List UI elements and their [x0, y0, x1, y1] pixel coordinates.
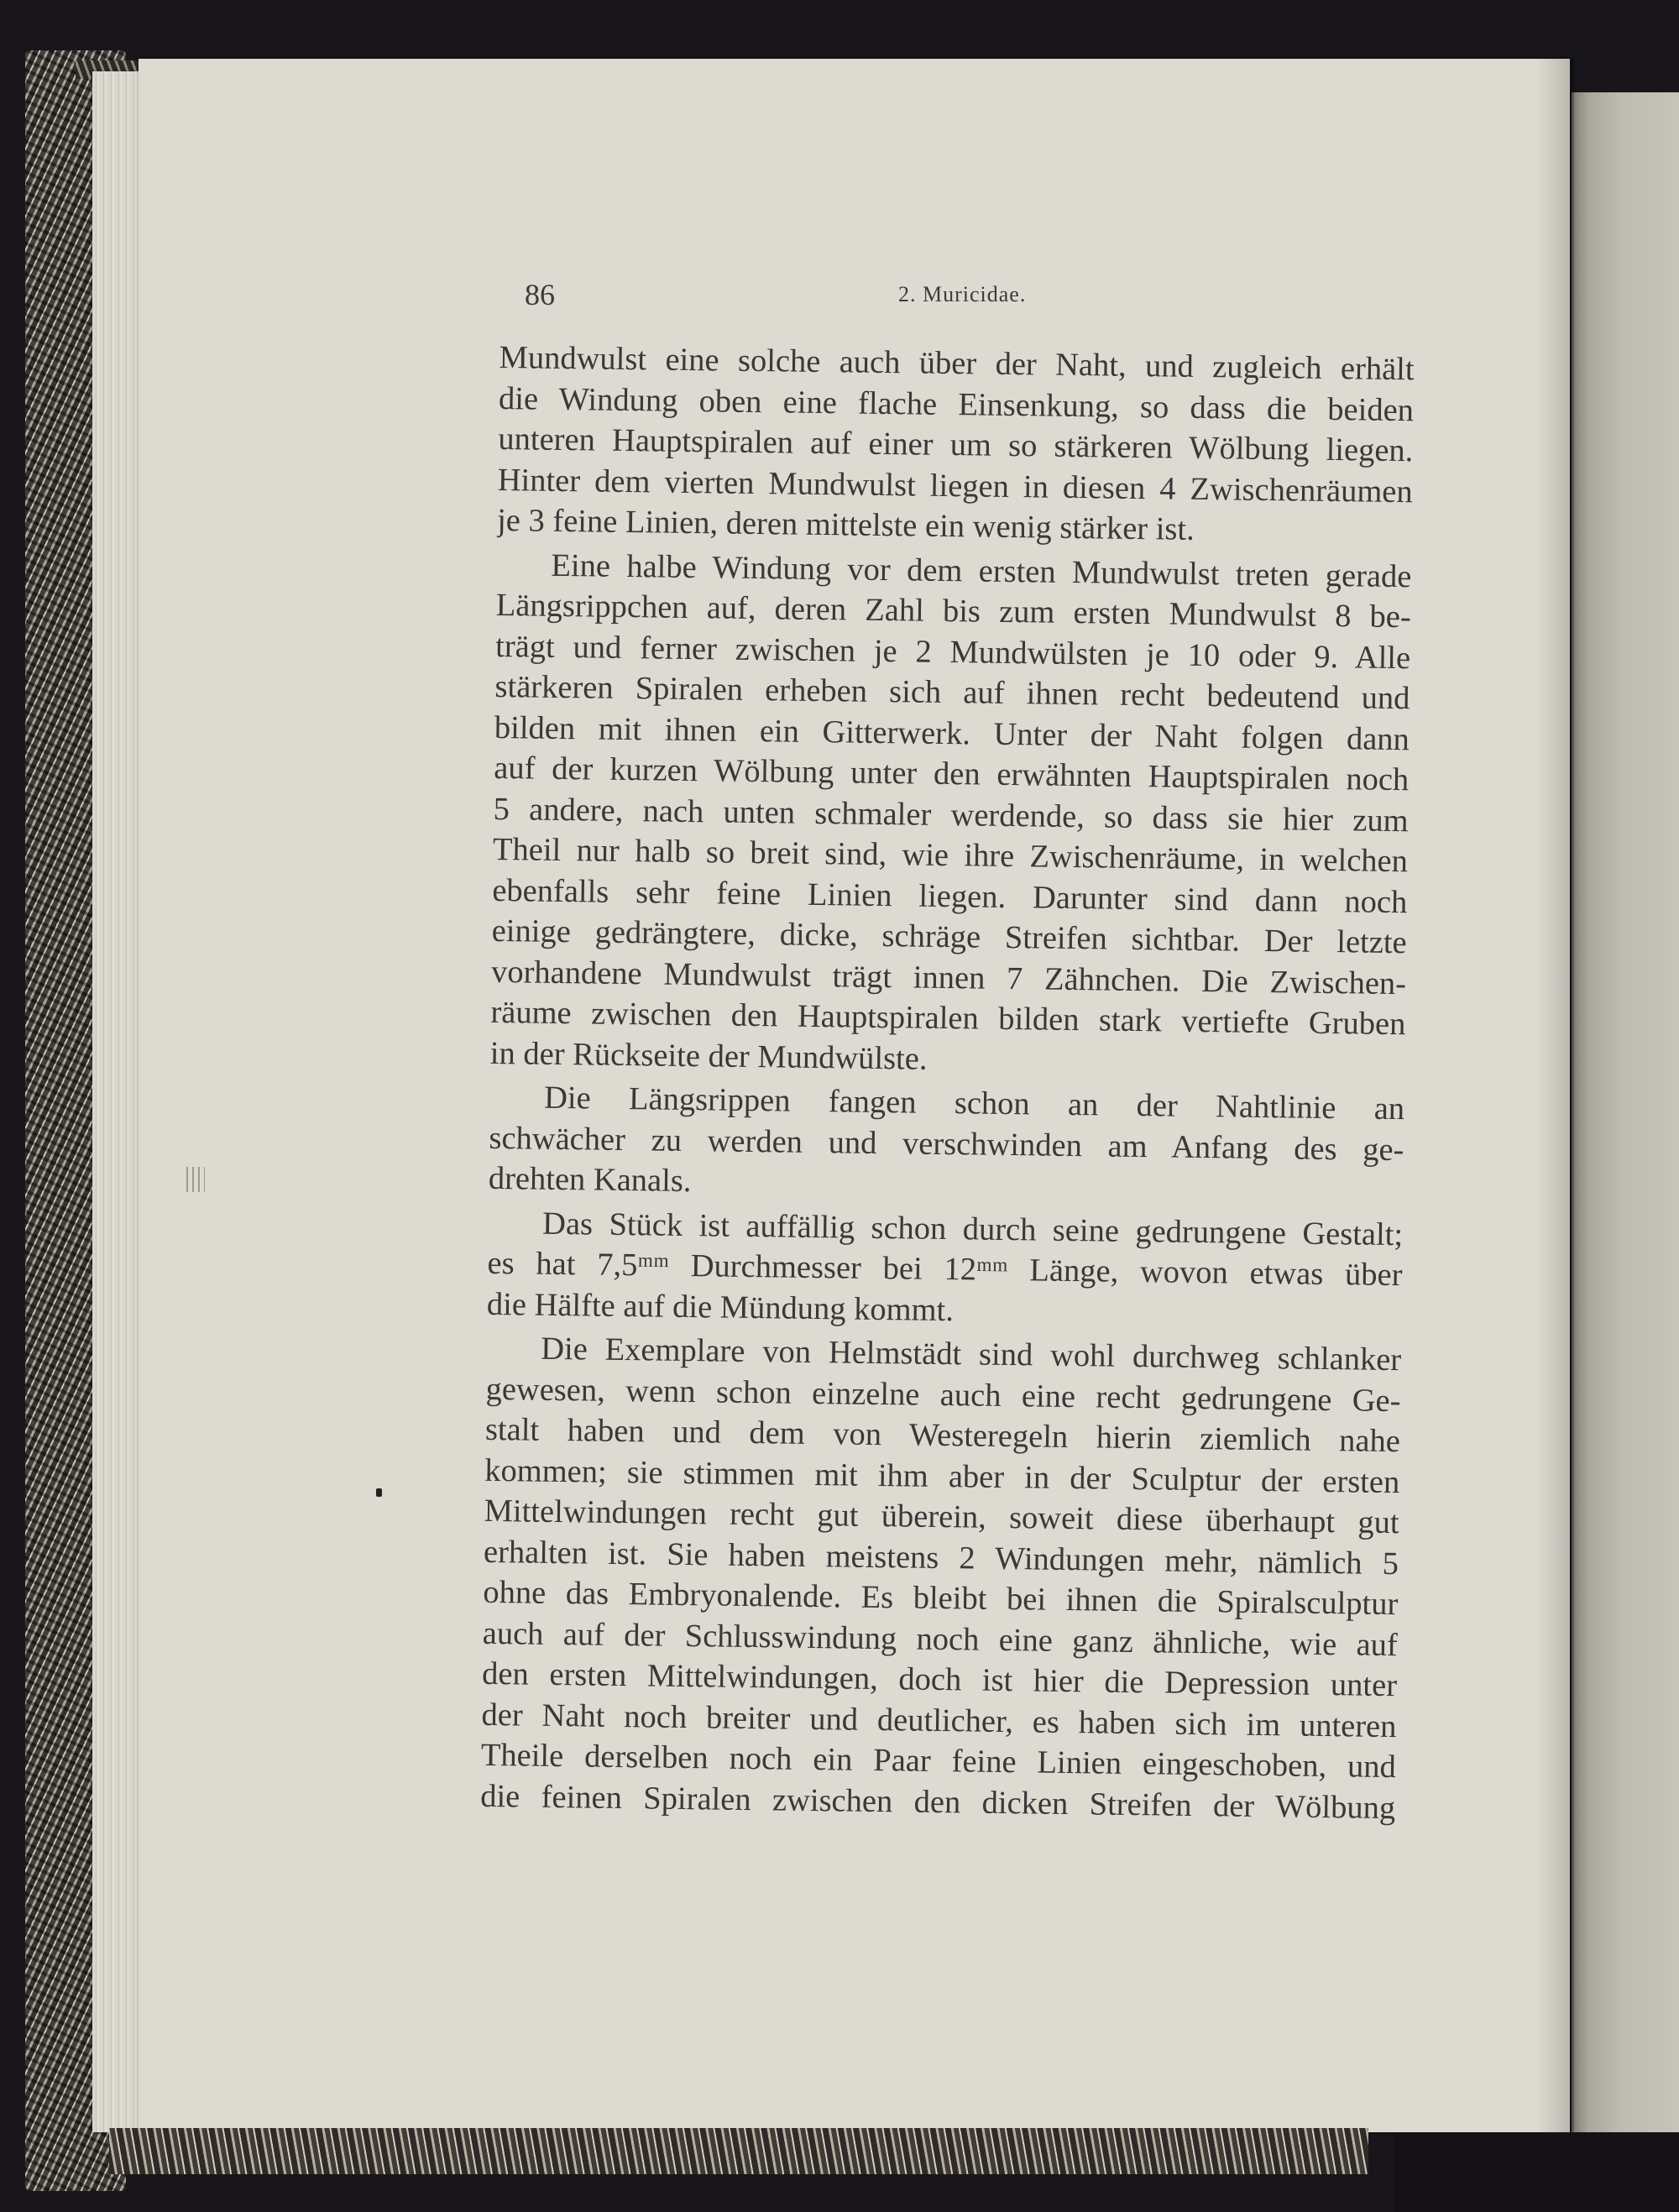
text-line: Längsrippchen auf, deren Zahl bis zum ersten Mundwulst 8 be- — [495, 587, 1412, 635]
text-line: Das Stück ist auffällig schon durch seine gedrungene Gestalt; — [541, 1205, 1404, 1252]
text-line: erhalten ist. Sie haben meistens 2 Windungen mehr, nämlich 5 — [483, 1534, 1399, 1582]
text-line: gewesen, wenn schon einzelne auch eine recht gedrungene Ge- — [485, 1371, 1401, 1419]
text-line: räume zwischen den Hauptspiralen bilden stark vertiefte Gruben — [490, 994, 1406, 1043]
body-text — [480, 337, 1415, 1843]
page-edge-marks — [186, 1167, 205, 1192]
stray-ink-mark — [376, 1488, 382, 1497]
text-line: kommen; sie stimmen mit ihm aber in der Sculptur der ersten — [484, 1452, 1400, 1500]
text-line: es hat 7,5ᵐᵐ Durchmesser bei 12ᵐᵐ Länge, wovon etwas über — [487, 1245, 1403, 1294]
text-line: in der Rückseite der Mundwülste. — [489, 1035, 928, 1077]
text-line: 5 andere, nach unten schmaler werdende, so dass sie hier zum — [493, 791, 1409, 839]
text-line: die Hälfte auf die Mündung kommt. — [486, 1286, 955, 1328]
text-line: ebenfalls sehr feine Linien liegen. Darunter sind dann noch — [492, 872, 1408, 920]
text-line: Die Exemplare von Helmstädt sind wohl durchweg schlanker — [540, 1331, 1402, 1378]
text-line: stalt haben und dem von Westeregeln hierin ziemlich nahe — [484, 1411, 1401, 1460]
text-line: stärkeren Spiralen erheben sich auf ihnen recht bedeutend und — [494, 668, 1410, 717]
text-line: Die Längsrippen fangen schon an der Nahtlinie an — [543, 1080, 1405, 1127]
text-line: vorhandene Mundwulst trägt innen 7 Zähnchen. Die Zwischen- — [490, 954, 1407, 1001]
text-line: je 3 feine Linien, deren mittelste ein wenig stärker ist. — [496, 502, 1195, 547]
page-header — [525, 277, 1482, 319]
text-line: Eine halbe Windung vor dem ersten Mundwulst treten gerade — [551, 547, 1412, 594]
text-line: schwächer zu werden und verschwinden am Anfang des ge- — [489, 1120, 1404, 1168]
gutter-shadow — [1536, 59, 1574, 2132]
text-line: die feinen Spiralen zwischen den dicken Streifen der Wölbung — [479, 1778, 1396, 1826]
text-line: den ersten Mittelwindungen, doch ist hier die Depression unter — [481, 1655, 1398, 1704]
facing-page — [1572, 92, 1679, 2149]
text-line: auch auf der Schlusswindung noch eine ganz ähnliche, wie auf — [482, 1615, 1398, 1663]
text-line: Theil nur halb so breit sind, wie ihre Zwischenräume, in welchen — [492, 831, 1409, 880]
text-line: drehten Kanals. — [488, 1160, 692, 1200]
text-line: Hinter dem vierten Mundwulst liegen in diesen 4 Zwischenräumen — [497, 462, 1413, 510]
text-line: einige gedrängtere, dicke, schräge Streifen sichtbar. Der letzte — [491, 913, 1407, 961]
text-line: Theile derselben noch ein Paar feine Linien eingeschoben, und — [480, 1737, 1397, 1786]
text-line: bilden mit ihnen ein Gitterwerk. Unter der Naht folgen dann — [494, 709, 1410, 757]
running-head: 2. Muricidae. — [898, 282, 1027, 306]
text-line: ohne das Embryonalende. Es bleibt bei ihnen die Spiralsculptur — [483, 1574, 1399, 1623]
marbled-edge-bottom — [109, 2128, 1368, 2174]
page-number: 86 — [525, 278, 555, 311]
text-line: auf der kurzen Wölbung unter den erwähnten Hauptspiralen noch — [494, 750, 1410, 798]
text-line: Mundwulst eine solche auch über der Naht, und zugleich erhält — [499, 339, 1415, 388]
text-line: der Naht noch breiter und deutlicher, es haben sich im unteren — [481, 1697, 1397, 1744]
text-line: trägt und ferner zwischen je 2 Mundwülsten je 10 oder 9. Alle — [494, 628, 1411, 676]
text-line: die Windung oben eine flache Einsenkung, so dass die beiden — [498, 380, 1415, 428]
text-line: Mittelwindungen recht gut überein, soweit diese überhaupt gut — [484, 1493, 1399, 1541]
text-line: unteren Hauptspiralen auf einer um so stärkeren Wölbung liegen. — [498, 421, 1414, 469]
scan-corner — [1394, 2132, 1679, 2212]
